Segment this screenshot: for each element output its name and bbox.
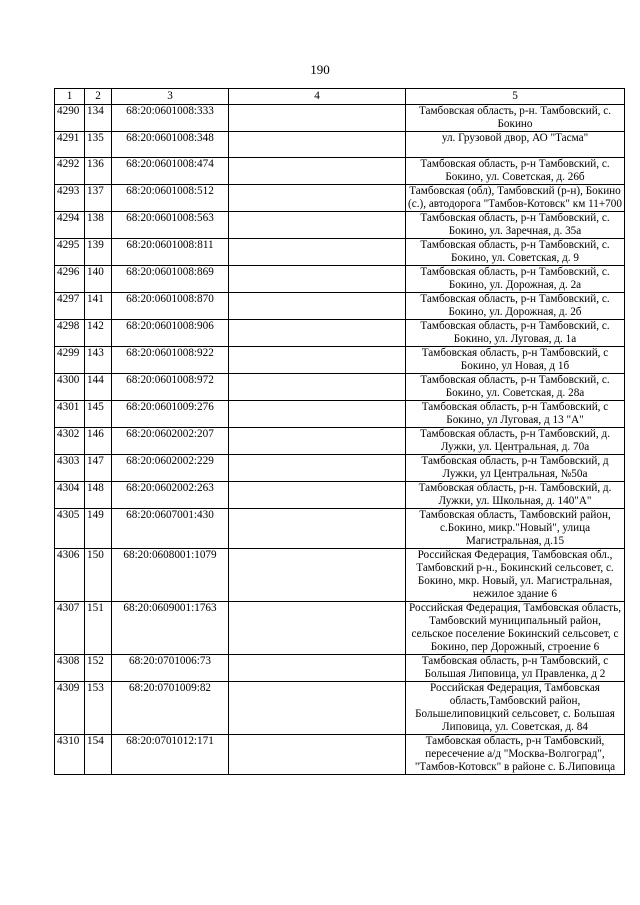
- row-index-cell: 138: [85, 212, 112, 239]
- empty-cell: [229, 320, 406, 347]
- row-number-cell: 4299: [55, 347, 85, 374]
- address-cell: Тамбовская (обл), Тамбовский (р-н), Бокино (с.), автодорога "Тамбов-Котовск" км 11+700: [406, 185, 625, 212]
- row-number-cell: 4307: [55, 602, 85, 655]
- row-index-cell: 152: [85, 655, 112, 682]
- row-number-cell: 4302: [55, 428, 85, 455]
- row-index-cell: 154: [85, 735, 112, 775]
- row-number-cell: 4301: [55, 401, 85, 428]
- row-number-cell: 4291: [55, 132, 85, 158]
- registry-table: [54, 88, 625, 775]
- row-index-cell: 135: [85, 132, 112, 158]
- table-row: [55, 158, 625, 185]
- address-cell: Тамбовская область, р-н Тамбовский, с. Бокино, ул. Луговая, д. 1а: [406, 320, 625, 347]
- table-row: [55, 105, 625, 132]
- empty-cell: [229, 401, 406, 428]
- row-index-cell: 148: [85, 482, 112, 509]
- row-index-cell: 134: [85, 105, 112, 132]
- empty-cell: [229, 655, 406, 682]
- table-row: [55, 239, 625, 266]
- header-col-3: 3: [112, 89, 229, 105]
- cadastral-number-cell: 68:20:0601008:333: [112, 105, 229, 132]
- table-row: [55, 320, 625, 347]
- table-row: [55, 293, 625, 320]
- row-number-cell: 4295: [55, 239, 85, 266]
- address-cell: Тамбовская область, р-н Тамбовский, с Большая Липовица, ул Правленка, д 2: [406, 655, 625, 682]
- cadastral-number-cell: 68:20:0601008:906: [112, 320, 229, 347]
- row-number-cell: 4293: [55, 185, 85, 212]
- empty-cell: [229, 482, 406, 509]
- row-index-cell: 137: [85, 185, 112, 212]
- address-cell: Тамбовская область, р-н Тамбовский, с. Бокино, ул. Советская, д. 26б: [406, 158, 625, 185]
- row-number-cell: 4292: [55, 158, 85, 185]
- empty-cell: [229, 266, 406, 293]
- address-cell: Тамбовская область, р-н Тамбовский, д Лужки, ул Центральная, №50а: [406, 455, 625, 482]
- table-row: [55, 401, 625, 428]
- address-cell: Тамбовская область, р-н Тамбовский, с. Бокино, ул. Советская, д. 9: [406, 239, 625, 266]
- empty-cell: [229, 239, 406, 266]
- cadastral-number-cell: 68:20:0601008:474: [112, 158, 229, 185]
- address-cell: Тамбовская область, р-н Тамбовский, д. Лужки, ул. Центральная, д. 70а: [406, 428, 625, 455]
- address-cell: ул. Грузовой двор, АО "Тасма": [406, 132, 625, 158]
- empty-cell: [229, 374, 406, 401]
- empty-cell: [229, 682, 406, 735]
- empty-cell: [229, 347, 406, 374]
- cadastral-number-cell: 68:20:0601008:922: [112, 347, 229, 374]
- empty-cell: [229, 602, 406, 655]
- address-cell: Тамбовская область, р-н Тамбовский, с Бокино, ул Новая, д 1б: [406, 347, 625, 374]
- row-index-cell: 150: [85, 549, 112, 602]
- address-cell: Тамбовская область, р-н Тамбовский, с. Бокино, ул. Дорожная, д. 2б: [406, 293, 625, 320]
- cadastral-number-cell: 68:20:0601008:972: [112, 374, 229, 401]
- table-row: [55, 185, 625, 212]
- table-row: [55, 347, 625, 374]
- table-row: [55, 735, 625, 775]
- header-col-1: 1: [55, 89, 85, 105]
- row-index-cell: 139: [85, 239, 112, 266]
- table-row: [55, 682, 625, 735]
- address-cell: Тамбовская область, р-н Тамбовский, с. Бокино, ул. Заречная, д. 35а: [406, 212, 625, 239]
- row-number-cell: 4297: [55, 293, 85, 320]
- cadastral-number-cell: 68:20:0601008:512: [112, 185, 229, 212]
- empty-cell: [229, 293, 406, 320]
- row-index-cell: 136: [85, 158, 112, 185]
- table-row: [55, 428, 625, 455]
- row-index-cell: 147: [85, 455, 112, 482]
- table-row: [55, 212, 625, 239]
- cadastral-number-cell: 68:20:0701009:82: [112, 682, 229, 735]
- address-cell: Тамбовская область, р-н Тамбовский, с. Бокино, ул. Советская, д. 28а: [406, 374, 625, 401]
- cadastral-number-cell: 68:20:0607001:430: [112, 509, 229, 549]
- header-col-2: 2: [85, 89, 112, 105]
- table-row: [55, 374, 625, 401]
- empty-cell: [229, 455, 406, 482]
- cadastral-number-cell: 68:20:0602002:229: [112, 455, 229, 482]
- row-index-cell: 144: [85, 374, 112, 401]
- address-cell: Российская Федерация, Тамбовская область,Тамбовский район, Большелиповицкий сельсовет, с. Большая Липовица, ул. Советская, д. 84: [406, 682, 625, 735]
- row-number-cell: 4305: [55, 509, 85, 549]
- address-cell: Тамбовская область, р-н Тамбовский, с Бокино, ул Луговая, д 13 "А": [406, 401, 625, 428]
- table-row: [55, 602, 625, 655]
- empty-cell: [229, 212, 406, 239]
- cadastral-number-cell: 68:20:0601008:563: [112, 212, 229, 239]
- empty-cell: [229, 158, 406, 185]
- cadastral-number-cell: 68:20:0609001:1763: [112, 602, 229, 655]
- empty-cell: [229, 428, 406, 455]
- page-number: 190: [310, 62, 330, 77]
- empty-cell: [229, 105, 406, 132]
- header-col-5: 5: [406, 89, 625, 105]
- row-number-cell: 4309: [55, 682, 85, 735]
- row-number-cell: 4294: [55, 212, 85, 239]
- row-index-cell: 149: [85, 509, 112, 549]
- row-number-cell: 4303: [55, 455, 85, 482]
- address-cell: Тамбовская область, Тамбовский район, с.Бокино, микр."Новый", улица Магистральная, д.15: [406, 509, 625, 549]
- cadastral-number-cell: 68:20:0601008:348: [112, 132, 229, 158]
- row-index-cell: 142: [85, 320, 112, 347]
- row-number-cell: 4298: [55, 320, 85, 347]
- empty-cell: [229, 185, 406, 212]
- table-row: [55, 509, 625, 549]
- empty-cell: [229, 509, 406, 549]
- table-row: [55, 132, 625, 158]
- cadastral-number-cell: 68:20:0602002:263: [112, 482, 229, 509]
- empty-cell: [229, 735, 406, 775]
- cadastral-number-cell: 68:20:0701006:73: [112, 655, 229, 682]
- address-cell: Тамбовская область, р-н. Тамбовский, с. Бокино: [406, 105, 625, 132]
- empty-cell: [229, 549, 406, 602]
- address-cell: Тамбовская область, р-н. Тамбовский, д. Лужки, ул. Школьная, д. 140"А": [406, 482, 625, 509]
- table-row: [55, 482, 625, 509]
- header-row: [55, 89, 625, 105]
- row-number-cell: 4290: [55, 105, 85, 132]
- row-number-cell: 4300: [55, 374, 85, 401]
- cadastral-number-cell: 68:20:0608001:1079: [112, 549, 229, 602]
- cadastral-number-cell: 68:20:0601008:869: [112, 266, 229, 293]
- row-number-cell: 4306: [55, 549, 85, 602]
- row-index-cell: 146: [85, 428, 112, 455]
- table-row: [55, 266, 625, 293]
- row-index-cell: 153: [85, 682, 112, 735]
- cadastral-number-cell: 68:20:0601009:276: [112, 401, 229, 428]
- header-col-4: 4: [229, 89, 406, 105]
- row-number-cell: 4296: [55, 266, 85, 293]
- row-number-cell: 4304: [55, 482, 85, 509]
- cadastral-number-cell: 68:20:0601008:811: [112, 239, 229, 266]
- row-index-cell: 140: [85, 266, 112, 293]
- table-row: [55, 655, 625, 682]
- cadastral-number-cell: 68:20:0602002:207: [112, 428, 229, 455]
- table-row: [55, 455, 625, 482]
- address-cell: Тамбовская область, р-н Тамбовский, с. Бокино, ул. Дорожная, д. 2а: [406, 266, 625, 293]
- row-index-cell: 143: [85, 347, 112, 374]
- row-index-cell: 145: [85, 401, 112, 428]
- cadastral-number-cell: 68:20:0601008:870: [112, 293, 229, 320]
- table-row: [55, 549, 625, 602]
- empty-cell: [229, 132, 406, 158]
- address-cell: Тамбовская область, р-н Тамбовский, пересечение а/д "Москва-Волгоград", "Тамбов-Котовск" в районе с. Б.Липовица: [406, 735, 625, 775]
- address-cell: Российская Федерация, Тамбовская область, Тамбовский муниципальный район, сельское поселение Бокинский сельсовет, с Бокино, пер Дорожный, строение 6: [406, 602, 625, 655]
- row-number-cell: 4310: [55, 735, 85, 775]
- row-index-cell: 141: [85, 293, 112, 320]
- row-number-cell: 4308: [55, 655, 85, 682]
- row-index-cell: 151: [85, 602, 112, 655]
- cadastral-number-cell: 68:20:0701012:171: [112, 735, 229, 775]
- address-cell: Российская Федерация, Тамбовская обл., Тамбовский р-н., Бокинский сельсовет, с. Бокино, мкр. Новый, ул. Магистральная, нежилое здание 6: [406, 549, 625, 602]
